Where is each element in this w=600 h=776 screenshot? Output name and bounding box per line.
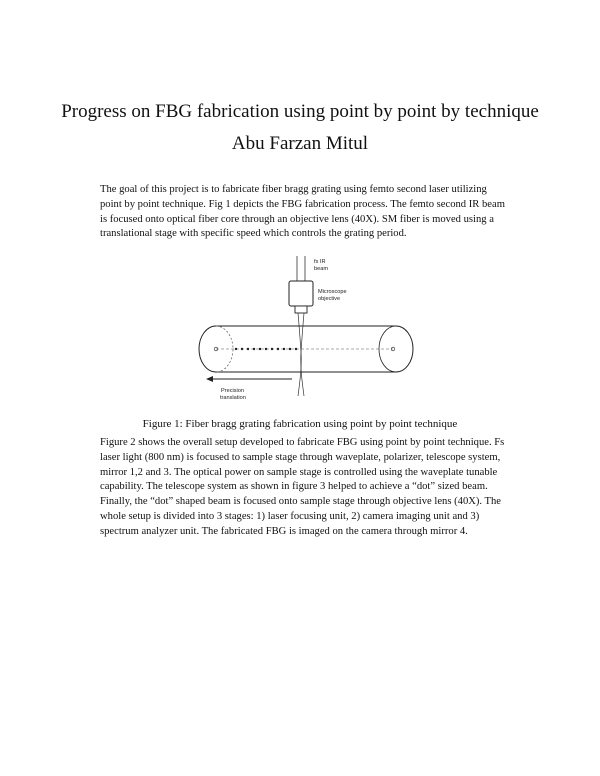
intro-paragraph: The goal of this project is to fabricate fiber bragg grating using femto second laser utilizing point by point technique. Fig 1 depicts the FBG fabrication process. The femto second IR beam is focused onto optical fiber core through an objective lens (40X). SM fiber is moved using a translational stage with specific speed which controls the grating period.: [100, 184, 505, 240]
setup-paragraph: Figure 2 shows the overall setup developed to fabricate FBG using point by point technique. Fs laser light (800 nm) is focused to sample stage through waveplate, polarizer, telescope system, mirror 1,2 and 3. The optical power on sample stage is controlled using the waveplate tunable capability. The telescope system as shown in figure 3 helped to achieve a “dot” sized beam. Finally, the “dot” shaped beam is focused onto sample stage through objective lens (40X). The whole setup is divided into 3 stages: 1) laser focusing unit, 2) camera imaging unit and 3) spectrum analyzer unit. The fabricated FBG is imaged on the camera through mirror 4.: [100, 437, 505, 537]
translation-arrowhead: [206, 376, 213, 382]
objective-label-line1: Microscope: [318, 289, 347, 295]
figure-caption: Figure 1: Fiber bragg grating fabrication using point by point technique: [142, 418, 458, 430]
objective-body: [289, 281, 313, 306]
author-name: Abu Farzan Mitul: [231, 133, 369, 154]
translation-label-line2: translation: [220, 395, 246, 401]
objective-tip: [295, 306, 307, 313]
translation-label-line1: Precision: [221, 388, 245, 394]
beam-label-line1: fs IR: [314, 259, 326, 265]
paper-title: Progress on FBG fabrication using point by point by technique: [61, 101, 539, 122]
beam-label-line2: beam: [314, 266, 328, 272]
objective-label-line2: objective: [318, 296, 341, 302]
fbg-fabrication-figure: [196, 256, 416, 404]
